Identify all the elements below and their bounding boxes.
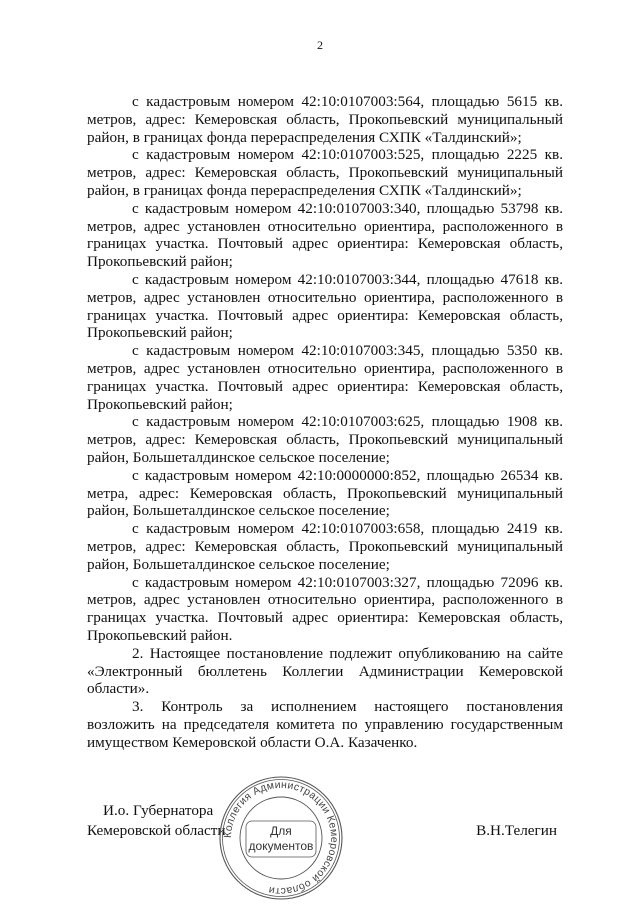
paragraph-parcel-8: с кадастровым номером 42:10:0107003:658, площадью 2419 кв. метров, адрес: Кемеровская область, Прокопьевский муниципальный район, Большеталдинское сельское поселение; xyxy=(87,520,563,573)
paragraph-parcel-6: с кадастровым номером 42:10:0107003:625, площадью 1908 кв. метров, адрес: Кемеровская область, Прокопьевский муниципальный район, Большеталдинское сельское поселение; xyxy=(87,413,563,466)
official-seal-stamp xyxy=(218,775,344,901)
signatory-position-line2: Кемеровской области xyxy=(87,822,226,839)
document-body xyxy=(87,93,563,751)
paragraph-parcel-1: с кадастровым номером 42:10:0107003:564, площадью 5615 кв. метров, адрес: Кемеровская область, Прокопьевский муниципальный район, в границах фонда перераспределения СХПК «Талдинский»; xyxy=(87,93,563,146)
signatory-position xyxy=(87,801,226,841)
paragraph-parcel-9: с кадастровым номером 42:10:0107003:327, площадью 72096 кв. метров, адрес установлен относительно ориентира, расположенного в границах участка. Почтовый адрес ориентира: Кемеровская область, Прокопьевский район. xyxy=(87,573,563,644)
paragraph-control: 3. Контроль за исполнением настоящего постановления возложить на председателя комитета по управлению государственным имуществом Кемеровской области О.А. Казаченко. xyxy=(87,698,563,751)
seal-center-line1: Для xyxy=(270,824,292,838)
paragraph-parcel-2: с кадастровым номером 42:10:0107003:525, площадью 2225 кв. метров, адрес: Кемеровская область, Прокопьевский муниципальный район, в границах фонда перераспределения СХПК «Талдинский»; xyxy=(87,146,563,199)
signatory-position-line1: И.о. Губернатора xyxy=(103,802,214,819)
seal-center-line2: документов xyxy=(248,839,314,853)
paragraph-publication: 2. Настоящее постановление подлежит опубликованию на сайте «Электронный бюллетень Коллегии Администрации Кемеровской области». xyxy=(87,644,563,698)
paragraph-parcel-4: с кадастровым номером 42:10:0107003:344, площадью 47618 кв. метров, адрес установлен относительно ориентира, расположенного в границах участка. Почтовый адрес ориентира: Кемеровская область, Прокопьевский район; xyxy=(87,270,563,342)
paragraph-parcel-5: с кадастровым номером 42:10:0107003:345, площадью 5350 кв. метров, адрес установлен относительно ориентира, расположенного в границах участка. Почтовый адрес ориентира: Кемеровская область, Прокопьевский район; xyxy=(87,342,563,413)
paragraph-parcel-3: с кадастровым номером 42:10:0107003:340, площадью 53798 кв. метров, адрес установлен относительно ориентира, расположенного в границах участка. Почтовый адрес ориентира: Кемеровская область, Прокопьевский район; xyxy=(87,199,563,271)
page-number: 2 xyxy=(317,38,323,52)
signatory-name: В.Н.Телегин xyxy=(476,822,557,839)
seal-ring-text: Коллегия Администрации Кемеровской области xyxy=(221,778,341,898)
paragraph-parcel-7: с кадастровым номером 42:10:0000000:852, площадью 26534 кв. метра, адрес: Кемеровская область, Прокопьевский муниципальный район, Большеталдинское сельское поселение; xyxy=(87,466,563,520)
